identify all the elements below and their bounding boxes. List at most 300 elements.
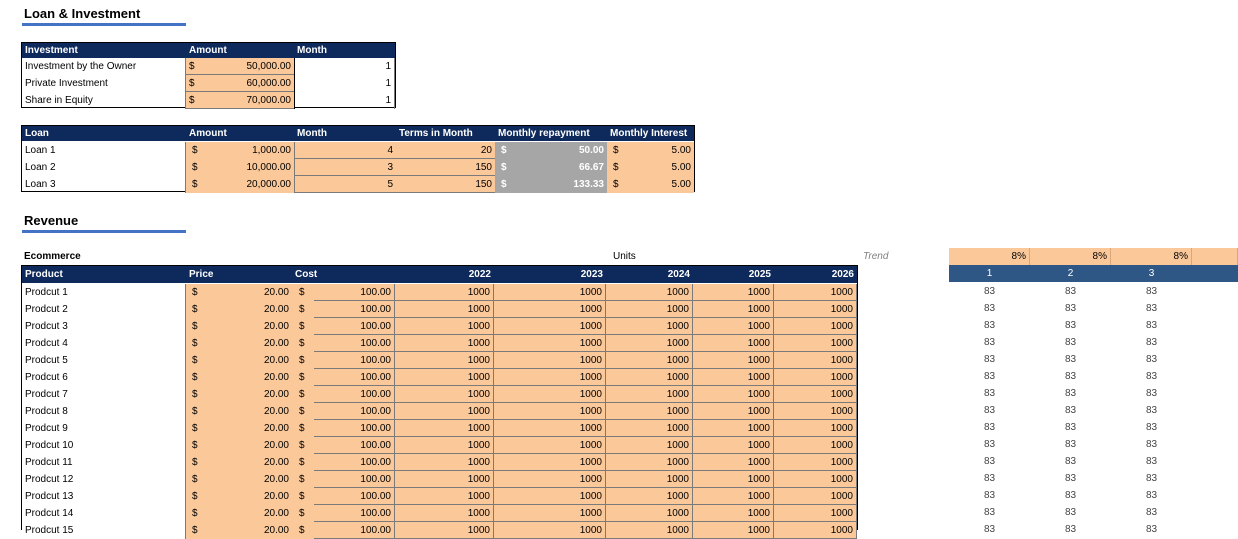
trend-row: [949, 521, 1238, 538]
trend-row: [949, 470, 1238, 487]
price-currency: $: [192, 508, 198, 519]
investment-amount[interactable]: 60,000.00: [246, 78, 291, 89]
loan-repayment: 66.67: [578, 162, 604, 173]
revenue-header-year: 2022: [468, 269, 491, 280]
loan-month[interactable]: 5: [294, 176, 396, 193]
trend-cell: 83: [1064, 422, 1077, 433]
cost-currency: $: [299, 423, 305, 434]
units-cell[interactable]: 1000: [395, 284, 494, 301]
units-cell[interactable]: 1000: [395, 301, 494, 318]
units-cell[interactable]: 1000: [606, 488, 693, 505]
loan-row: [22, 142, 694, 159]
trend-cell: 83: [1064, 507, 1077, 518]
trend-cell: 83: [1145, 303, 1158, 314]
units-cell[interactable]: 1000: [606, 301, 693, 318]
units-cell[interactable]: 1000: [494, 488, 606, 505]
units-cell[interactable]: 1000: [606, 454, 693, 471]
trend-cell: 83: [1145, 286, 1158, 297]
trend-cell: 83: [983, 456, 996, 467]
units-cell[interactable]: 1000: [494, 284, 606, 301]
loan-investment-underline: [22, 23, 186, 26]
product-cost[interactable]: 100.00: [314, 505, 395, 522]
cost-currency: $: [299, 508, 305, 519]
units-cell[interactable]: 1000: [693, 318, 774, 335]
loan-interest-currency: $: [613, 145, 619, 156]
cost-currency: $: [299, 457, 305, 468]
product-name: Prodcut 11: [22, 454, 186, 471]
trend-cell: 83: [1064, 337, 1077, 348]
units-cell[interactable]: 1000: [395, 505, 494, 522]
price-currency: $: [192, 423, 198, 434]
units-cell[interactable]: 1000: [693, 522, 774, 539]
units-cell[interactable]: 1000: [693, 284, 774, 301]
trend-cell: 83: [1145, 456, 1158, 467]
trend-cell: 83: [1145, 439, 1158, 450]
trend-cell: 83: [1064, 320, 1077, 331]
product-cost[interactable]: 100.00: [314, 369, 395, 386]
loan-label: Loan 1: [22, 142, 186, 159]
table-row: [22, 471, 857, 488]
period-cell: 3: [1148, 268, 1155, 279]
units-cell[interactable]: 1000: [494, 335, 606, 352]
units-cell[interactable]: 1000: [774, 454, 857, 471]
trend-cell: 83: [1064, 405, 1077, 416]
trend-cell: 83: [1064, 473, 1077, 484]
loan-repayment-currency: $: [501, 179, 507, 190]
units-cell[interactable]: 1000: [395, 318, 494, 335]
trend-cell: 83: [983, 320, 996, 331]
trend-row: [949, 283, 1238, 300]
units-cell[interactable]: 1000: [693, 352, 774, 369]
product-price[interactable]: 20.00: [263, 406, 289, 417]
price-currency: $: [192, 457, 198, 468]
price-currency: $: [192, 372, 198, 383]
trend-row: [949, 334, 1238, 351]
product-price[interactable]: 20.00: [263, 389, 289, 400]
units-cell[interactable]: 1000: [693, 403, 774, 420]
loan-repayment-currency: $: [501, 145, 507, 156]
units-cell[interactable]: 1000: [774, 437, 857, 454]
units-cell[interactable]: 1000: [606, 335, 693, 352]
units-cell[interactable]: 1000: [606, 403, 693, 420]
product-cost[interactable]: 100.00: [314, 420, 395, 437]
trend-cell: 83: [983, 473, 996, 484]
trend-cell: 83: [1145, 337, 1158, 348]
revenue-header-cost: Cost: [295, 269, 318, 280]
product-price[interactable]: 20.00: [263, 287, 289, 298]
trend-row: [949, 487, 1238, 504]
product-name: Prodcut 7: [22, 386, 186, 403]
units-cell[interactable]: 1000: [693, 386, 774, 403]
revenue-header-year: 2023: [580, 269, 603, 280]
units-cell[interactable]: 1000: [693, 335, 774, 352]
trend-cell: 83: [983, 286, 996, 297]
product-price[interactable]: 20.00: [263, 355, 289, 366]
loan-month[interactable]: 3: [294, 159, 396, 176]
loan-interest-currency: $: [613, 162, 619, 173]
loan-header-1: Amount: [189, 128, 227, 139]
investment-amount[interactable]: 70,000.00: [246, 95, 291, 106]
trend-cell: 83: [1145, 371, 1158, 382]
units-cell[interactable]: 1000: [606, 318, 693, 335]
units-cell[interactable]: 1000: [774, 335, 857, 352]
product-name: Prodcut 2: [22, 301, 186, 318]
units-cell[interactable]: 1000: [395, 335, 494, 352]
price-currency: $: [192, 474, 198, 485]
units-cell[interactable]: 1000: [774, 505, 857, 522]
cost-currency: $: [299, 355, 305, 366]
trend-cell: 83: [983, 524, 996, 535]
product-name: Prodcut 9: [22, 420, 186, 437]
loan-terms[interactable]: 150: [396, 159, 495, 176]
investment-header-1: Amount: [189, 45, 227, 56]
loan-repayment: 50.00: [578, 145, 604, 156]
product-price[interactable]: 20.00: [263, 338, 289, 349]
revenue-title: Revenue: [24, 213, 79, 228]
loan-amount[interactable]: 1,000.00: [252, 145, 291, 156]
table-row: [22, 352, 857, 369]
investment-row: [22, 75, 395, 92]
units-cell[interactable]: 1000: [774, 369, 857, 386]
product-name: Prodcut 6: [22, 369, 186, 386]
product-cost[interactable]: 100.00: [314, 335, 395, 352]
trend-cell: 83: [1064, 490, 1077, 501]
cost-currency: $: [299, 491, 305, 502]
trend-cell: 83: [983, 507, 996, 518]
units-cell[interactable]: 1000: [774, 420, 857, 437]
units-label: Units: [613, 251, 636, 262]
units-cell[interactable]: 1000: [693, 471, 774, 488]
units-cell[interactable]: 1000: [693, 454, 774, 471]
units-cell[interactable]: 1000: [395, 403, 494, 420]
product-cost[interactable]: 100.00: [314, 488, 395, 505]
investment-currency[interactable]: $: [186, 75, 294, 92]
table-row: [22, 454, 857, 471]
trend-cell: 83: [1145, 388, 1158, 399]
trend-table: [949, 248, 1238, 535]
trend-cell: 83: [983, 422, 996, 433]
loan-header-5: Monthly Interest: [610, 128, 688, 139]
units-cell[interactable]: 1000: [774, 488, 857, 505]
loan-table: [21, 125, 695, 192]
units-cell[interactable]: 1000: [774, 403, 857, 420]
units-cell[interactable]: 1000: [774, 284, 857, 301]
loan-repayment-currency: $: [501, 162, 507, 173]
growth-row: [949, 248, 1238, 265]
growth-cell[interactable]: 8%: [1030, 248, 1111, 265]
trend-cell: 83: [983, 337, 996, 348]
units-cell[interactable]: 1000: [774, 352, 857, 369]
product-price[interactable]: 20.00: [263, 304, 289, 315]
investment-header-row: [22, 43, 395, 58]
product-price[interactable]: 20.00: [263, 508, 289, 519]
trend-cell: 83: [983, 388, 996, 399]
units-cell[interactable]: 1000: [606, 437, 693, 454]
product-cost[interactable]: 100.00: [314, 318, 395, 335]
trend-row: [949, 504, 1238, 521]
product-name: Prodcut 1: [22, 284, 186, 301]
product-cost[interactable]: 100.00: [314, 437, 395, 454]
units-cell[interactable]: 1000: [693, 301, 774, 318]
units-cell[interactable]: 1000: [693, 369, 774, 386]
product-price[interactable]: 20.00: [263, 474, 289, 485]
product-cost[interactable]: 100.00: [314, 284, 395, 301]
price-currency: $: [192, 525, 198, 536]
units-cell[interactable]: 1000: [606, 471, 693, 488]
product-name: Prodcut 4: [22, 335, 186, 352]
loan-row: [22, 176, 694, 193]
units-cell[interactable]: 1000: [395, 522, 494, 539]
revenue-table: [21, 265, 858, 536]
product-name: Prodcut 14: [22, 505, 186, 522]
loan-header-row: [22, 126, 694, 141]
product-price[interactable]: 20.00: [263, 423, 289, 434]
cost-currency: $: [299, 389, 305, 400]
units-cell[interactable]: 1000: [494, 301, 606, 318]
investment-header-2: Month: [297, 45, 327, 56]
units-cell[interactable]: 1000: [494, 505, 606, 522]
revenue-header-year: 2024: [667, 269, 690, 280]
table-row: [22, 505, 857, 522]
product-price[interactable]: 20.00: [263, 457, 289, 468]
table-row: [22, 488, 857, 505]
trend-cell: 83: [1064, 354, 1077, 365]
investment-row: [22, 58, 395, 75]
loan-label: Loan 3: [22, 176, 186, 193]
trend-cell: 83: [1145, 524, 1158, 535]
period-cell: 2: [1067, 268, 1074, 279]
trend-row: [949, 300, 1238, 317]
loan-amount[interactable]: 10,000.00: [246, 162, 291, 173]
units-cell[interactable]: 1000: [606, 352, 693, 369]
units-cell[interactable]: 1000: [395, 437, 494, 454]
product-cost[interactable]: 100.00: [314, 352, 395, 369]
cost-currency: $: [299, 474, 305, 485]
investment-month[interactable]: 1: [294, 92, 395, 109]
trend-cell: 83: [983, 490, 996, 501]
investment-label: Investment by the Owner: [22, 58, 186, 75]
units-cell[interactable]: 1000: [693, 420, 774, 437]
units-cell[interactable]: 1000: [606, 522, 693, 539]
units-cell[interactable]: 1000: [395, 454, 494, 471]
units-cell[interactable]: 1000: [774, 471, 857, 488]
units-cell[interactable]: 1000: [693, 505, 774, 522]
trend-row: [949, 351, 1238, 368]
trend-cell: 83: [983, 354, 996, 365]
units-cell[interactable]: 1000: [606, 420, 693, 437]
growth-cell[interactable]: 8%: [949, 248, 1030, 265]
table-row: [22, 318, 857, 335]
product-name: Prodcut 15: [22, 522, 186, 539]
revenue-underline: [22, 230, 186, 233]
trend-row: [949, 453, 1238, 470]
table-row: [22, 369, 857, 386]
units-cell[interactable]: 1000: [774, 318, 857, 335]
units-cell[interactable]: 1000: [693, 488, 774, 505]
revenue-header-row: [22, 266, 857, 283]
trend-cell: 83: [1064, 388, 1077, 399]
trend-cell: 83: [1145, 507, 1158, 518]
price-currency: $: [192, 491, 198, 502]
product-cost[interactable]: 100.00: [314, 454, 395, 471]
investment-label: Private Investment: [22, 75, 186, 92]
growth-cell[interactable]: 8%: [1111, 248, 1192, 265]
cost-currency: $: [299, 440, 305, 451]
loan-interest[interactable]: 5.00: [671, 179, 691, 190]
product-name: Prodcut 5: [22, 352, 186, 369]
units-cell[interactable]: 1000: [606, 386, 693, 403]
units-cell[interactable]: 1000: [606, 505, 693, 522]
investment-header-0: Investment: [25, 45, 78, 56]
units-cell[interactable]: 1000: [774, 301, 857, 318]
units-cell[interactable]: 1000: [395, 386, 494, 403]
revenue-header-year: 2025: [748, 269, 771, 280]
trend-cell: 83: [1064, 286, 1077, 297]
units-cell[interactable]: 1000: [494, 522, 606, 539]
units-cell[interactable]: 1000: [606, 369, 693, 386]
loan-currency: $: [192, 162, 198, 173]
loan-header-3: Terms in Month: [399, 128, 473, 139]
trend-row: [949, 436, 1238, 453]
price-currency: $: [192, 321, 198, 332]
loan-header-2: Month: [297, 128, 327, 139]
trend-cell: 83: [1145, 422, 1158, 433]
cost-currency: $: [299, 406, 305, 417]
cost-currency: $: [299, 525, 305, 536]
investment-currency[interactable]: $: [186, 58, 294, 75]
product-name: Prodcut 8: [22, 403, 186, 420]
trend-cell: 83: [1064, 456, 1077, 467]
product-name: Prodcut 13: [22, 488, 186, 505]
units-cell[interactable]: 1000: [395, 369, 494, 386]
trend-row: [949, 385, 1238, 402]
investment-table: [21, 42, 396, 108]
price-currency: $: [192, 440, 198, 451]
investment-row: [22, 92, 395, 109]
ecommerce-label: Ecommerce: [24, 251, 81, 262]
units-cell[interactable]: 1000: [494, 471, 606, 488]
price-currency: $: [192, 355, 198, 366]
table-row: [22, 284, 857, 301]
loan-repayment: 133.33: [573, 179, 604, 190]
product-price[interactable]: 20.00: [263, 440, 289, 451]
table-row: [22, 522, 857, 539]
units-cell[interactable]: 1000: [395, 420, 494, 437]
table-row: [22, 420, 857, 437]
loan-label: Loan 2: [22, 159, 186, 176]
trend-cell: 83: [983, 405, 996, 416]
trend-cell: 83: [1145, 490, 1158, 501]
units-cell[interactable]: 1000: [494, 420, 606, 437]
price-currency: $: [192, 338, 198, 349]
loan-interest[interactable]: 5.00: [671, 145, 691, 156]
trend-cell: 83: [983, 371, 996, 382]
product-price[interactable]: 20.00: [263, 525, 289, 536]
trend-cell: 83: [983, 439, 996, 450]
investment-currency[interactable]: $: [186, 92, 294, 109]
loan-interest[interactable]: 5.00: [671, 162, 691, 173]
trend-row: [949, 419, 1238, 436]
trend-row: [949, 402, 1238, 419]
units-cell[interactable]: 1000: [494, 403, 606, 420]
units-cell[interactable]: 1000: [494, 369, 606, 386]
revenue-header-year: 2026: [831, 269, 854, 280]
loan-terms[interactable]: 150: [396, 176, 495, 193]
revenue-header-price: Price: [189, 269, 214, 280]
loan-amount[interactable]: 20,000.00: [246, 179, 291, 190]
trend-cell: 83: [1145, 354, 1158, 365]
units-cell[interactable]: 1000: [774, 386, 857, 403]
product-price[interactable]: 20.00: [263, 372, 289, 383]
product-cost[interactable]: 100.00: [314, 522, 395, 539]
growth-cell: [1192, 248, 1238, 265]
trend-cell: 83: [983, 303, 996, 314]
units-cell[interactable]: 1000: [395, 471, 494, 488]
units-cell[interactable]: 1000: [693, 437, 774, 454]
loan-month[interactable]: 4: [294, 142, 396, 159]
product-cost[interactable]: 100.00: [314, 471, 395, 488]
loan-currency: $: [192, 145, 198, 156]
units-cell[interactable]: 1000: [494, 386, 606, 403]
trend-cell: 83: [1145, 405, 1158, 416]
trend-cell: 83: [1064, 439, 1077, 450]
loan-investment-title: Loan & Investment: [24, 6, 141, 21]
product-cost[interactable]: 100.00: [314, 386, 395, 403]
units-cell[interactable]: 1000: [494, 454, 606, 471]
investment-month[interactable]: 1: [294, 75, 395, 92]
period-row: [949, 265, 1238, 282]
product-price[interactable]: 20.00: [263, 321, 289, 332]
investment-month[interactable]: 1: [294, 58, 395, 75]
price-currency: $: [192, 406, 198, 417]
product-name: Prodcut 3: [22, 318, 186, 335]
product-price[interactable]: 20.00: [263, 491, 289, 502]
cost-currency: $: [299, 338, 305, 349]
units-cell[interactable]: 1000: [494, 437, 606, 454]
loan-row: [22, 159, 694, 176]
trend-cell: 83: [1064, 303, 1077, 314]
units-cell[interactable]: 1000: [774, 522, 857, 539]
investment-label: Share in Equity: [22, 92, 186, 109]
loan-interest-currency: $: [613, 179, 619, 190]
table-row: [22, 301, 857, 318]
table-row: [22, 437, 857, 454]
loan-header-4: Monthly repayment: [498, 128, 590, 139]
units-cell[interactable]: 1000: [395, 488, 494, 505]
loan-terms[interactable]: 20: [396, 142, 495, 159]
units-cell[interactable]: 1000: [606, 284, 693, 301]
units-cell[interactable]: 1000: [395, 352, 494, 369]
cost-currency: $: [299, 321, 305, 332]
cost-currency: $: [299, 372, 305, 383]
trend-cell: 83: [1064, 524, 1077, 535]
product-cost[interactable]: 100.00: [314, 301, 395, 318]
trend-row: [949, 317, 1238, 334]
product-name: Prodcut 12: [22, 471, 186, 488]
trend-label: Trend: [863, 251, 889, 262]
investment-amount[interactable]: 50,000.00: [246, 61, 291, 72]
period-cell: 1: [986, 268, 993, 279]
units-cell[interactable]: 1000: [494, 318, 606, 335]
trend-row: [949, 368, 1238, 385]
cost-currency: $: [299, 287, 305, 298]
trend-cell: 83: [1145, 473, 1158, 484]
product-cost[interactable]: 100.00: [314, 403, 395, 420]
table-row: [22, 403, 857, 420]
loan-header-0: Loan: [25, 128, 49, 139]
units-cell[interactable]: 1000: [494, 352, 606, 369]
table-row: [22, 386, 857, 403]
